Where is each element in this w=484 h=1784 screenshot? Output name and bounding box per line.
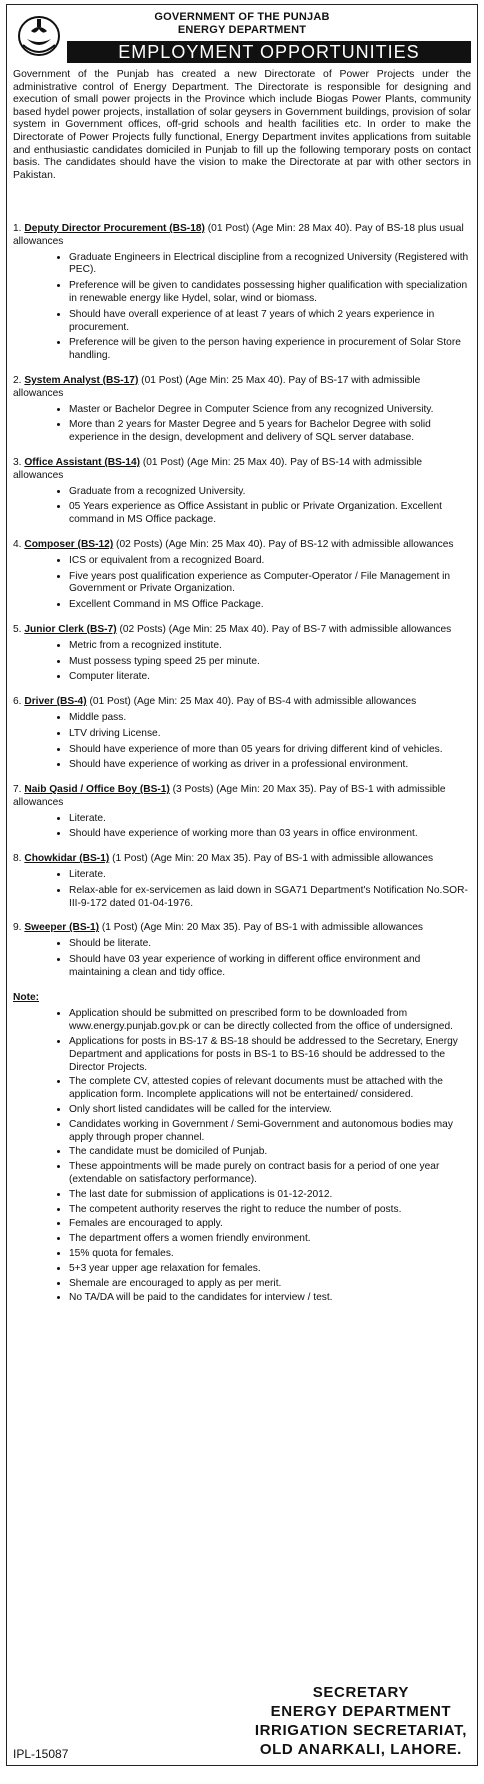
post-item [13, 375, 471, 445]
notes-section [13, 992, 471, 1306]
note-item: • The department offers a women friendly environment. [69, 1233, 471, 1246]
note-item: • Applications for posts in BS-17 & BS-18 should be addressed to the Secretary, Energy Department and applications for posts in BS-1 to BS-16 should be addressed to the Director Projects. [69, 1036, 471, 1074]
post-heading [13, 922, 471, 935]
post-details: (02 Posts) (Age Min: 25 Max 40). Pay of BS-12 with admissible allowances [113, 538, 454, 550]
post-requirements [13, 813, 471, 842]
post-requirements [13, 555, 471, 612]
post-item [13, 853, 471, 910]
post-heading [13, 853, 471, 866]
post-details: (1 Post) (Age Min: 20 Max 35). Pay of BS-1 with admissible allowances [99, 922, 423, 934]
requirement-item: • More than 2 years for Master Degree and 5 years for Bachelor Degree with solid experience in the design, development and delivery of SQL server database. [69, 419, 471, 445]
signature-block [255, 1683, 467, 1759]
requirement-item: • Graduate from a recognized University. [69, 486, 471, 499]
post-details: (3 Posts) (Age Min: 20 Max 35). Pay of BS-1 with admissible allowances [13, 784, 446, 808]
note-item: • The last date for submission of applications is 01-12-2012. [69, 1189, 471, 1202]
requirement-item: • Preference will be given to the person having experience in procurement of Solar Store handling. [69, 337, 471, 363]
requirement-item: • Five years post qualification experience as Computer-Operator / File Management in Government or Private Organization. [69, 571, 471, 597]
intro-paragraph: Government of the Punjab has created a new Directorate of Power Projects under the administrative control of Energy Department. The Directorate is responsible for designing and execution of small power projects in the Province which include Biogas Power Plants, community based hydel power projects, installation of solar geysers in Government buildings, provision of solar system in Government offices, off-grid schools and health facilities etc. In order to make the Directorate of Power Projects fully functional, Energy Department invites applications from suitable and enthusiastic candidates domiciled in Punjab to fill up the following temporary posts on contact basis. The candidates should have the vision to make the Directorate at par with other sectors in Pakistan. [13, 69, 471, 181]
signature-line-1: SECRETARY [312, 1684, 410, 1701]
reference-number: IPL-15087 [13, 1747, 69, 1761]
post-details: (01 Post) (Age Min: 25 Max 40). Pay of BS-17 with admissible allowances [13, 374, 421, 399]
note-item: • Application should be submitted on prescribed form to be downloaded from www.energy.punjab.gov.pk or can be directly collected from the office of undersigned. [69, 1008, 471, 1034]
post-title: Sweeper (BS-1) [24, 922, 100, 934]
post-requirements [13, 252, 471, 363]
post-requirements [13, 640, 471, 684]
requirement-item: • Should have experience of working more than 03 years in office environment. [69, 828, 471, 841]
government-heading [7, 11, 477, 37]
post-item [13, 696, 471, 772]
post-title: Office Assistant (BS-14) [24, 456, 141, 468]
requirement-item: • Should have overall experience of at least 7 years of which 2 years experience in procurement. [69, 309, 471, 335]
note-item: • Shemale are encouraged to apply as per merit. [69, 1278, 471, 1291]
requirement-item: • Must possess typing speed 25 per minute. [69, 656, 471, 669]
note-item: • No TA/DA will be paid to the candidates for interview / test. [69, 1292, 471, 1305]
requirement-item: • LTV driving License. [69, 728, 471, 741]
signature-line-2: ENERGY DEPARTMENT [270, 1703, 452, 1720]
requirement-item: • Literate. [69, 813, 471, 826]
post-item [13, 624, 471, 684]
posts-section [13, 223, 471, 1307]
requirement-item: • ICS or equivalent from a recognized Board. [69, 555, 471, 568]
post-number: 8. [13, 853, 22, 865]
post-title: System Analyst (BS-17) [24, 374, 139, 386]
post-details: (01 Post) (Age Min: 28 Max 40). Pay of BS-18 plus usual allowances [13, 223, 464, 247]
requirement-item: • Literate. [69, 869, 471, 882]
requirement-item: • Middle pass. [69, 712, 471, 725]
post-requirements [13, 869, 471, 910]
post-requirements [13, 404, 471, 445]
post-item [13, 922, 471, 979]
post-requirements [13, 938, 471, 979]
requirement-item: • Should have 03 year experience of working in different office environment and maintaining a clean and tidy office. [69, 954, 471, 980]
post-heading [13, 539, 471, 552]
post-title: Junior Clerk (BS-7) [24, 623, 117, 635]
post-details: (01 Post) (Age Min: 25 Max 40). Pay of BS-14 with admissible allowances [13, 456, 423, 481]
post-number: 7. [13, 784, 22, 796]
note-item: • The competent authority reserves the right to reduce the number of posts. [69, 1204, 471, 1217]
note-item: • Females are encouraged to apply. [69, 1218, 471, 1231]
requirement-item: • Should have experience of more than 05 years for driving different kind of vehicles. [69, 744, 471, 757]
note-item: • 5+3 year upper age relaxation for females. [69, 1263, 471, 1276]
post-heading [13, 696, 471, 709]
posts-list [13, 223, 471, 980]
post-details: (02 Posts) (Age Min: 25 Max 40). Pay of BS-7 with admissible allowances [116, 623, 452, 635]
post-title: Composer (BS-12) [24, 538, 114, 550]
post-number: 9. [13, 922, 22, 934]
employment-banner: EMPLOYMENT OPPORTUNITIES [67, 41, 471, 63]
advertisement-page [6, 4, 478, 1766]
requirement-item: • Preference will be given to candidates possessing higher qualification with specialization in renewable energy like Hydel, solar, wind or biomass. [69, 280, 471, 306]
post-details: (01 Post) (Age Min: 25 Max 40). Pay of BS-4 with admissible allowances [86, 696, 417, 708]
post-number: 4. [13, 538, 22, 550]
post-number: 2. [13, 374, 22, 386]
department-title: ENERGY DEPARTMENT [177, 24, 307, 36]
requirement-item: • Excellent Command in MS Office Package. [69, 599, 471, 612]
requirement-item: • Graduate Engineers in Electrical discipline from a recognized University (Registered with PEC). [69, 252, 471, 278]
post-heading [13, 375, 471, 401]
requirement-item: • Master or Bachelor Degree in Computer Science from any recognized University. [69, 404, 471, 417]
requirement-item: • Should have experience of working as driver in a professional environment. [69, 759, 471, 772]
note-item: • Only short listed candidates will be called for the interview. [69, 1104, 471, 1117]
note-label: Note: [13, 991, 40, 1003]
post-number: 5. [13, 623, 22, 635]
requirement-item: • Relax-able for ex-servicemen as laid down in SGA71 Department's Notification No.SOR-III-9-172 dated 01-04-1976. [69, 885, 471, 911]
post-heading [13, 784, 471, 810]
post-requirements [13, 712, 471, 772]
note-item: • The complete CV, attested copies of relevant documents must be attached with the application form. Incomplete applications will not be entertained/ considered. [69, 1076, 471, 1102]
post-title: Driver (BS-4) [24, 696, 87, 708]
requirement-item: • Computer literate. [69, 671, 471, 684]
post-requirements [13, 486, 471, 527]
post-title: Naib Qasid / Office Boy (BS-1) [24, 784, 170, 796]
requirement-item: • Metric from a recognized institute. [69, 640, 471, 653]
post-number: 1. [13, 223, 22, 234]
post-heading [13, 223, 471, 249]
note-item: • Candidates working in Government / Semi-Government and autonomous bodies may apply through proper channel. [69, 1119, 471, 1145]
signature-line-4: OLD ANARKALI, LAHORE. [259, 1741, 462, 1758]
notes-list [13, 1008, 471, 1305]
post-item [13, 457, 471, 527]
note-item: • These appointments will be made purely on contract basis for a period of one year (extendable on satisfactory performance). [69, 1161, 471, 1187]
note-item: • 15% quota for females. [69, 1248, 471, 1261]
post-title: Deputy Director Procurement (BS-18) [24, 223, 205, 234]
note-item: • The candidate must be domiciled of Punjab. [69, 1146, 471, 1159]
post-item [13, 223, 471, 363]
post-item [13, 539, 471, 612]
post-number: 3. [13, 456, 22, 468]
signature-line-3: IRRIGATION SECRETARIAT, [254, 1722, 467, 1739]
post-heading [13, 457, 471, 483]
post-heading [13, 624, 471, 637]
post-number: 6. [13, 696, 22, 708]
post-item [13, 784, 471, 841]
requirement-item: • 05 Years experience as Office Assistant in public or Private Organization. Excellent command in MS Office package. [69, 501, 471, 527]
requirement-item: • Should be literate. [69, 938, 471, 951]
government-title: GOVERNMENT OF THE PUNJAB [154, 11, 330, 23]
post-title: Chowkidar (BS-1) [24, 853, 110, 865]
post-details: (1 Post) (Age Min: 20 Max 35). Pay of BS-1 with admissible allowances [109, 853, 434, 865]
